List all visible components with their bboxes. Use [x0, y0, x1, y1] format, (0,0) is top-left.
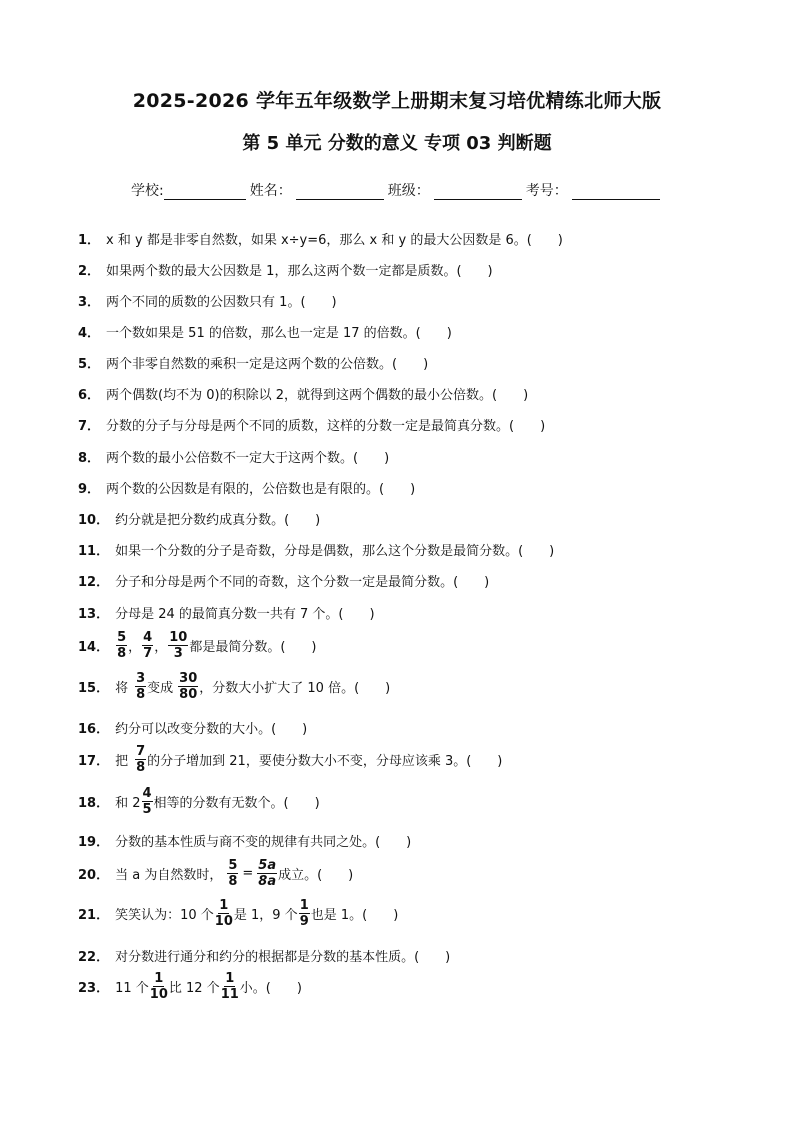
fraction [142, 787, 153, 816]
question-number: 13． [78, 607, 110, 622]
class-label: 班级： [387, 183, 430, 199]
question-number: 2． [78, 264, 101, 279]
question-number: 14． [78, 640, 110, 655]
fraction [215, 899, 233, 928]
numerator: 1 [154, 971, 164, 986]
question-number: 18． [78, 796, 110, 811]
question-number: 23． [78, 981, 110, 996]
numerator: 7 [136, 744, 146, 759]
numerator: 1 [225, 971, 235, 986]
denominator: 3 [173, 646, 183, 661]
fraction [168, 631, 188, 660]
question-number: 7． [78, 419, 101, 434]
question-2 [78, 260, 493, 279]
denominator: 9 [299, 914, 309, 929]
question-text: 分母是 24 的最简真分数一共有 7 个。( ) [115, 607, 375, 622]
question-number: 12． [78, 575, 110, 590]
question-text: 两个数的公因数是有限的，公倍数也是有限的。( ) [106, 482, 416, 497]
denominator: 11 [220, 987, 239, 1002]
question-17 [78, 745, 502, 774]
question-number: 15． [78, 681, 110, 696]
question-7 [78, 415, 545, 434]
question-text-post: 相等的分数有无数个。( ) [153, 796, 320, 811]
numerator: 1 [219, 898, 229, 913]
class-field[interactable] [434, 183, 522, 200]
question-text-mid: 比 12 个 [168, 981, 220, 996]
numerator: 4 [143, 630, 153, 645]
numerator: 4 [142, 786, 152, 801]
fraction [178, 672, 198, 701]
question-text-pre: 当 a 为自然数时， [115, 868, 223, 883]
numerator: 5 [228, 858, 238, 873]
question-number: 1． [78, 233, 101, 248]
question-text: 一个数如果是 51 的倍数，那么也一定是 17 的倍数。( ) [106, 326, 452, 341]
question-1 [78, 229, 563, 248]
denominator: 10 [149, 987, 168, 1002]
question-number: 19． [78, 835, 110, 850]
student-info-row [131, 180, 664, 200]
question-19 [78, 831, 411, 850]
fraction [227, 859, 238, 888]
question-number: 4． [78, 326, 101, 341]
denominator: 5 [142, 802, 152, 817]
denominator: 8 [117, 646, 127, 661]
question-20 [78, 859, 353, 888]
numerator: 30 [179, 671, 198, 686]
question-text-post: ，分数大小扩大了 10 倍。( ) [199, 681, 391, 696]
fraction [150, 972, 168, 1001]
denominator: 10 [214, 914, 233, 929]
question-text-mid: 是 1，9 个 [233, 908, 298, 923]
separator: ， [154, 640, 168, 655]
denominator: 8 [228, 874, 238, 889]
fraction [135, 672, 146, 701]
question-number: 21． [78, 908, 110, 923]
question-18 [78, 787, 320, 816]
question-text: 分子和分母是两个不同的奇数，这个分数一定是最简分数。( ) [115, 575, 490, 590]
page-subtitle: 第 5 单元 分数的意义 专项 03 判断题 [242, 133, 552, 154]
question-number: 6． [78, 388, 101, 403]
numerator: 1 [299, 898, 309, 913]
question-text: 分数的分子与分母是两个不同的质数，这样的分数一定是最简真分数。( ) [106, 419, 546, 434]
question-text-post: 的分子增加到 21，要使分数大小不变，分母应该乘 3。( ) [147, 754, 503, 769]
exam-no-field[interactable] [572, 183, 660, 200]
denominator: 8 [136, 760, 146, 775]
question-text-pre: 和 2 [115, 796, 141, 811]
question-6 [78, 384, 528, 403]
question-text: 两个非零自然数的乘积一定是这两个数的公倍数。( ) [106, 357, 429, 372]
denominator: 7 [143, 646, 153, 661]
numerator: 10 [169, 630, 188, 645]
question-text-pre: 笑笑认为：10 个 [115, 908, 214, 923]
question-text: 约分可以改变分数的大小。( ) [115, 722, 308, 737]
question-8 [78, 447, 389, 466]
question-10 [78, 509, 320, 528]
fraction [142, 631, 153, 660]
name-label: 姓名： [249, 183, 292, 199]
fraction [299, 899, 310, 928]
question-15 [78, 672, 390, 701]
question-number: 22． [78, 950, 110, 965]
numerator: 5 [117, 630, 127, 645]
question-text: 分数的基本性质与商不变的规律有共同之处。( ) [115, 835, 412, 850]
question-text: 对分数进行通分和约分的根据都是分数的基本性质。( ) [115, 950, 451, 965]
question-number: 17． [78, 754, 110, 769]
question-number: 8． [78, 451, 101, 466]
numerator: 5a [258, 858, 277, 873]
question-number: 16． [78, 722, 110, 737]
question-text: 两个不同的质数的公因数只有 1。( ) [106, 295, 337, 310]
page-title: 2025-2026 学年五年级数学上册期末复习培优精练北师大版 [132, 90, 662, 112]
question-text-post: 也是 1。( ) [310, 908, 399, 923]
numerator: 3 [136, 671, 146, 686]
question-number: 11． [78, 544, 110, 559]
question-number: 20． [78, 868, 110, 883]
question-13 [78, 603, 375, 622]
question-text-mid: 变成 [147, 681, 174, 696]
question-text-pre: 11 个 [115, 981, 149, 996]
fraction [135, 745, 146, 774]
fraction [257, 859, 277, 888]
question-16 [78, 718, 307, 737]
question-text: 都是最简分数。( ) [189, 640, 317, 655]
name-field[interactable] [296, 183, 384, 200]
question-text: 两个数的最小公倍数不一定大于这两个数。( ) [106, 451, 390, 466]
question-text: 如果一个分数的分子是奇数，分母是偶数，那么这个分数是最简分数。( ) [115, 544, 555, 559]
question-11 [78, 540, 554, 559]
school-field[interactable] [164, 183, 246, 200]
question-9 [78, 478, 415, 497]
denominator: 8 [136, 687, 146, 702]
school-label: 学校: [131, 183, 164, 199]
question-number: 5． [78, 357, 101, 372]
question-text-post: 小。( ) [239, 981, 302, 996]
question-14 [78, 631, 316, 660]
denominator: 8a [258, 874, 277, 889]
question-text: x 和 y 都是非零自然数，如果 x÷y=6，那么 x 和 y 的最大公因数是 6。( ) [106, 233, 563, 248]
denominator: 80 [179, 687, 198, 702]
question-text-pre: 把 [115, 754, 129, 769]
question-22 [78, 946, 450, 965]
question-text-post: 成立。( ) [278, 868, 354, 883]
question-21 [78, 899, 398, 928]
question-number: 10． [78, 513, 110, 528]
question-text-pre: 将 [115, 681, 129, 696]
question-3 [78, 291, 337, 310]
separator: ， [128, 640, 142, 655]
question-number: 9． [78, 482, 101, 497]
question-text: 约分就是把分数约成真分数。( ) [115, 513, 321, 528]
exam-no-label: 考号： [525, 183, 568, 199]
question-23 [78, 972, 302, 1001]
question-number: 3． [78, 295, 101, 310]
question-12 [78, 571, 489, 590]
fraction [221, 972, 239, 1001]
fraction [116, 631, 127, 660]
equals-sign: = [242, 866, 254, 881]
question-4 [78, 322, 452, 341]
question-text: 如果两个数的最大公因数是 1，那么这两个数一定都是质数。( ) [106, 264, 493, 279]
question-5 [78, 353, 428, 372]
question-text: 两个偶数(均不为 0)的积除以 2，就得到这两个偶数的最小公倍数。( ) [106, 388, 529, 403]
